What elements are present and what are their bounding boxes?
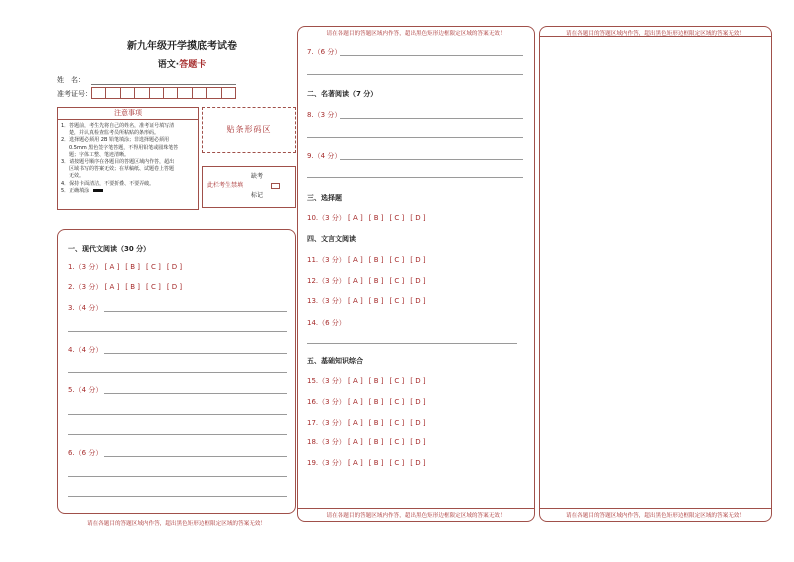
option-b[interactable]: [ B ] <box>125 263 141 271</box>
q11-row[interactable] <box>307 256 432 264</box>
q4-label: 4.（4 分） <box>68 346 103 354</box>
q19-label: 19.（3 分） <box>307 459 346 467</box>
answer-line[interactable] <box>340 55 523 56</box>
answer-line[interactable] <box>340 118 523 119</box>
answer-line[interactable] <box>307 137 523 138</box>
q12-row[interactable] <box>307 277 432 285</box>
option-a[interactable]: [ A ] <box>104 263 120 271</box>
mark-label: 标记 <box>251 192 264 199</box>
option-b[interactable]: [ B ] <box>368 398 384 406</box>
answer-line[interactable] <box>68 414 287 415</box>
answer-line[interactable] <box>104 393 287 394</box>
right-top-rule <box>540 36 771 37</box>
q10-label: 10.（3 分） <box>307 214 346 222</box>
notice-line: 3．请按题号顺序在各题目的答题区域内作答，超出 <box>61 159 175 166</box>
left-boundary-notice: 请在各题目的答题区域内作答，超出黑色矩形边框限定区域的答案无效！ <box>86 521 266 527</box>
notice-line: 5．正确填涂 <box>61 187 90 194</box>
notice-sample-row <box>61 188 195 195</box>
q2-label: 2.（3 分） <box>68 283 103 291</box>
filled-sample-mark <box>93 189 103 192</box>
option-d[interactable]: [ D ] <box>410 438 426 446</box>
middle-answer-panel <box>297 26 535 522</box>
option-a[interactable]: [ A ] <box>104 283 120 291</box>
q8-label: 8.（3 分） <box>307 111 342 119</box>
absent-label: 缺考 <box>251 173 264 180</box>
option-b[interactable]: [ B ] <box>368 377 384 385</box>
absent-mark-box[interactable] <box>271 183 280 189</box>
option-c[interactable]: [ C ] <box>389 277 405 285</box>
exam-number-label: 准考证号： <box>57 90 92 98</box>
absent-staff-only-label: 此栏考生禁填 <box>207 182 244 189</box>
option-c[interactable]: [ C ] <box>389 438 405 446</box>
option-b[interactable]: [ B ] <box>368 277 384 285</box>
answer-line[interactable] <box>104 456 287 457</box>
notice-line: 楚，并认真检查监考员所粘贴的条形码。 <box>69 130 160 137</box>
name-label: 姓 名： <box>57 76 85 84</box>
option-c[interactable]: [ C ] <box>389 297 405 305</box>
q9-label: 9.（4 分） <box>307 152 342 160</box>
option-a[interactable]: [ A ] <box>348 297 363 305</box>
subtitle <box>102 57 262 70</box>
notice-line: 1．答题前，考生先将自己的姓名，准考证号填写清 <box>61 123 175 129</box>
answer-line[interactable] <box>307 177 523 178</box>
notice-box <box>57 107 199 210</box>
barcode-label: 贴条形码区 <box>226 125 272 134</box>
option-b[interactable]: [ B ] <box>368 419 384 427</box>
answer-line[interactable] <box>68 496 287 497</box>
subject-label: 语文 <box>157 60 176 70</box>
q15-label: 15.（3 分） <box>307 377 346 385</box>
option-a[interactable]: [ A ] <box>348 214 363 222</box>
notice-line: 区域书写的答案无效；在草稿纸、试题卷上答题 <box>69 166 175 173</box>
q1-label: 1.（3 分） <box>68 263 103 271</box>
option-c[interactable]: [ C ] <box>389 398 405 406</box>
exam-title: 新九年级开学摸底考试卷 <box>127 41 237 52</box>
subtitle-dot: · <box>175 60 180 70</box>
answer-line[interactable] <box>68 434 287 435</box>
notice-line: 无效。 <box>69 173 85 180</box>
option-c[interactable]: [ C ] <box>146 283 161 291</box>
option-b[interactable]: [ B ] <box>368 256 384 264</box>
answer-line[interactable] <box>340 159 523 160</box>
notice-line: 题；字体工整、笔迹清晰。 <box>69 151 130 158</box>
option-d[interactable]: [ D ] <box>166 263 183 271</box>
notice-line: 0.5mm 黑色签字笔答题，不得用铅笔或圆珠笔答 <box>69 144 179 151</box>
option-d[interactable]: [ D ] <box>410 256 426 264</box>
q19-row[interactable] <box>307 459 432 467</box>
option-b[interactable]: [ B ] <box>368 214 384 222</box>
q11-label: 11.（3 分） <box>307 256 346 264</box>
middle-top-notice: 请在各题目的答题区域内作答，超出黑色矩形边框限定区域的答案无效！ <box>326 31 506 37</box>
notice-title: 注意事项 <box>58 108 198 120</box>
option-d[interactable]: [ D ] <box>410 419 426 427</box>
middle-bottom-notice: 请在各题目的答题区域内作答，超出黑色矩形边框限定区域的答案无效！ <box>326 513 506 519</box>
option-c[interactable]: [ C ] <box>389 419 405 427</box>
q13-row[interactable] <box>307 297 432 305</box>
option-c[interactable]: [ C ] <box>389 214 405 222</box>
option-d[interactable]: [ D ] <box>410 277 426 285</box>
option-d[interactable]: [ D ] <box>410 398 426 406</box>
option-c[interactable]: [ C ] <box>389 377 405 385</box>
option-a[interactable]: [ A ] <box>348 256 363 264</box>
q18-label: 18.（3 分） <box>307 438 346 446</box>
q17-row[interactable] <box>307 419 432 427</box>
absent-box <box>202 166 296 208</box>
right-bottom-rule <box>540 508 771 509</box>
option-d[interactable]: [ D ] <box>410 297 426 305</box>
middle-bottom-rule <box>298 508 534 509</box>
notice-line: 2．选择题必须用 2B 铅笔填涂；非选择题必须用 <box>61 137 169 144</box>
q16-row[interactable] <box>307 398 432 406</box>
q13-label: 13.（3 分） <box>307 297 346 305</box>
option-c[interactable]: [ C ] <box>146 263 161 271</box>
answer-line[interactable] <box>68 476 287 477</box>
q7-label: 7.（6 分） <box>307 48 342 56</box>
q17-label: 17.（3 分） <box>307 419 346 427</box>
option-d[interactable]: [ D ] <box>410 459 426 467</box>
q10-row[interactable] <box>307 214 432 222</box>
answer-line[interactable] <box>307 74 523 75</box>
q1-row[interactable] <box>68 263 188 271</box>
section-multiple-choice: 三、选择题 <box>307 194 342 202</box>
q5-label: 5.（4 分） <box>68 386 103 394</box>
q18-row[interactable] <box>307 438 432 446</box>
answer-line[interactable] <box>68 372 287 373</box>
option-a[interactable]: [ A ] <box>348 419 363 427</box>
option-c[interactable]: [ C ] <box>389 459 405 467</box>
option-a[interactable]: [ A ] <box>348 398 363 406</box>
q2-row[interactable] <box>68 283 188 291</box>
answer-line[interactable] <box>104 311 287 312</box>
q12-label: 12.（3 分） <box>307 277 346 285</box>
option-d[interactable]: [ D ] <box>410 214 426 222</box>
section-modern-reading: 一、现代文阅读（30 分） <box>68 245 151 253</box>
option-a[interactable]: [ A ] <box>348 277 363 285</box>
option-a[interactable]: [ A ] <box>348 377 363 385</box>
option-d[interactable]: [ D ] <box>166 283 183 291</box>
right-top-notice: 请在各题目的答题区域内作答，超出黑色矩形边框限定区域的答案无效！ <box>565 31 745 37</box>
answer-line[interactable] <box>104 353 287 354</box>
section-classic-reading: 二、名著阅读（7 分） <box>307 90 378 98</box>
option-b[interactable]: [ B ] <box>368 438 384 446</box>
option-b[interactable]: [ B ] <box>368 459 384 467</box>
name-field[interactable] <box>91 84 236 85</box>
right-bottom-notice: 请在各题目的答题区域内作答，超出黑色矩形边框限定区域的答案无效！ <box>565 513 745 519</box>
q6-label: 6.（6 分） <box>68 449 103 457</box>
exam-number-boxes[interactable] <box>91 87 236 99</box>
option-a[interactable]: [ A ] <box>348 459 363 467</box>
option-b[interactable]: [ B ] <box>125 283 141 291</box>
q16-label: 16.（3 分） <box>307 398 346 406</box>
option-b[interactable]: [ B ] <box>368 297 384 305</box>
answer-card-label: 答题卡 <box>179 60 207 70</box>
option-a[interactable]: [ A ] <box>348 438 363 446</box>
barcode-area <box>202 107 296 153</box>
option-d[interactable]: [ D ] <box>410 377 426 385</box>
section-basic-knowledge: 五、基础知识综合 <box>307 357 363 365</box>
q14-label: 14.（6 分） <box>307 319 346 327</box>
notice-line: 4．保持卡面清洁，不要折叠、不要弄破。 <box>61 180 155 187</box>
option-c[interactable]: [ C ] <box>389 256 405 264</box>
right-answer-panel <box>539 26 772 522</box>
q3-label: 3.（4 分） <box>68 304 103 312</box>
q15-row[interactable] <box>307 377 432 385</box>
answer-line[interactable] <box>68 331 287 332</box>
section-classical-chinese: 四、文言文阅读 <box>307 235 356 243</box>
answer-line[interactable] <box>307 343 517 344</box>
